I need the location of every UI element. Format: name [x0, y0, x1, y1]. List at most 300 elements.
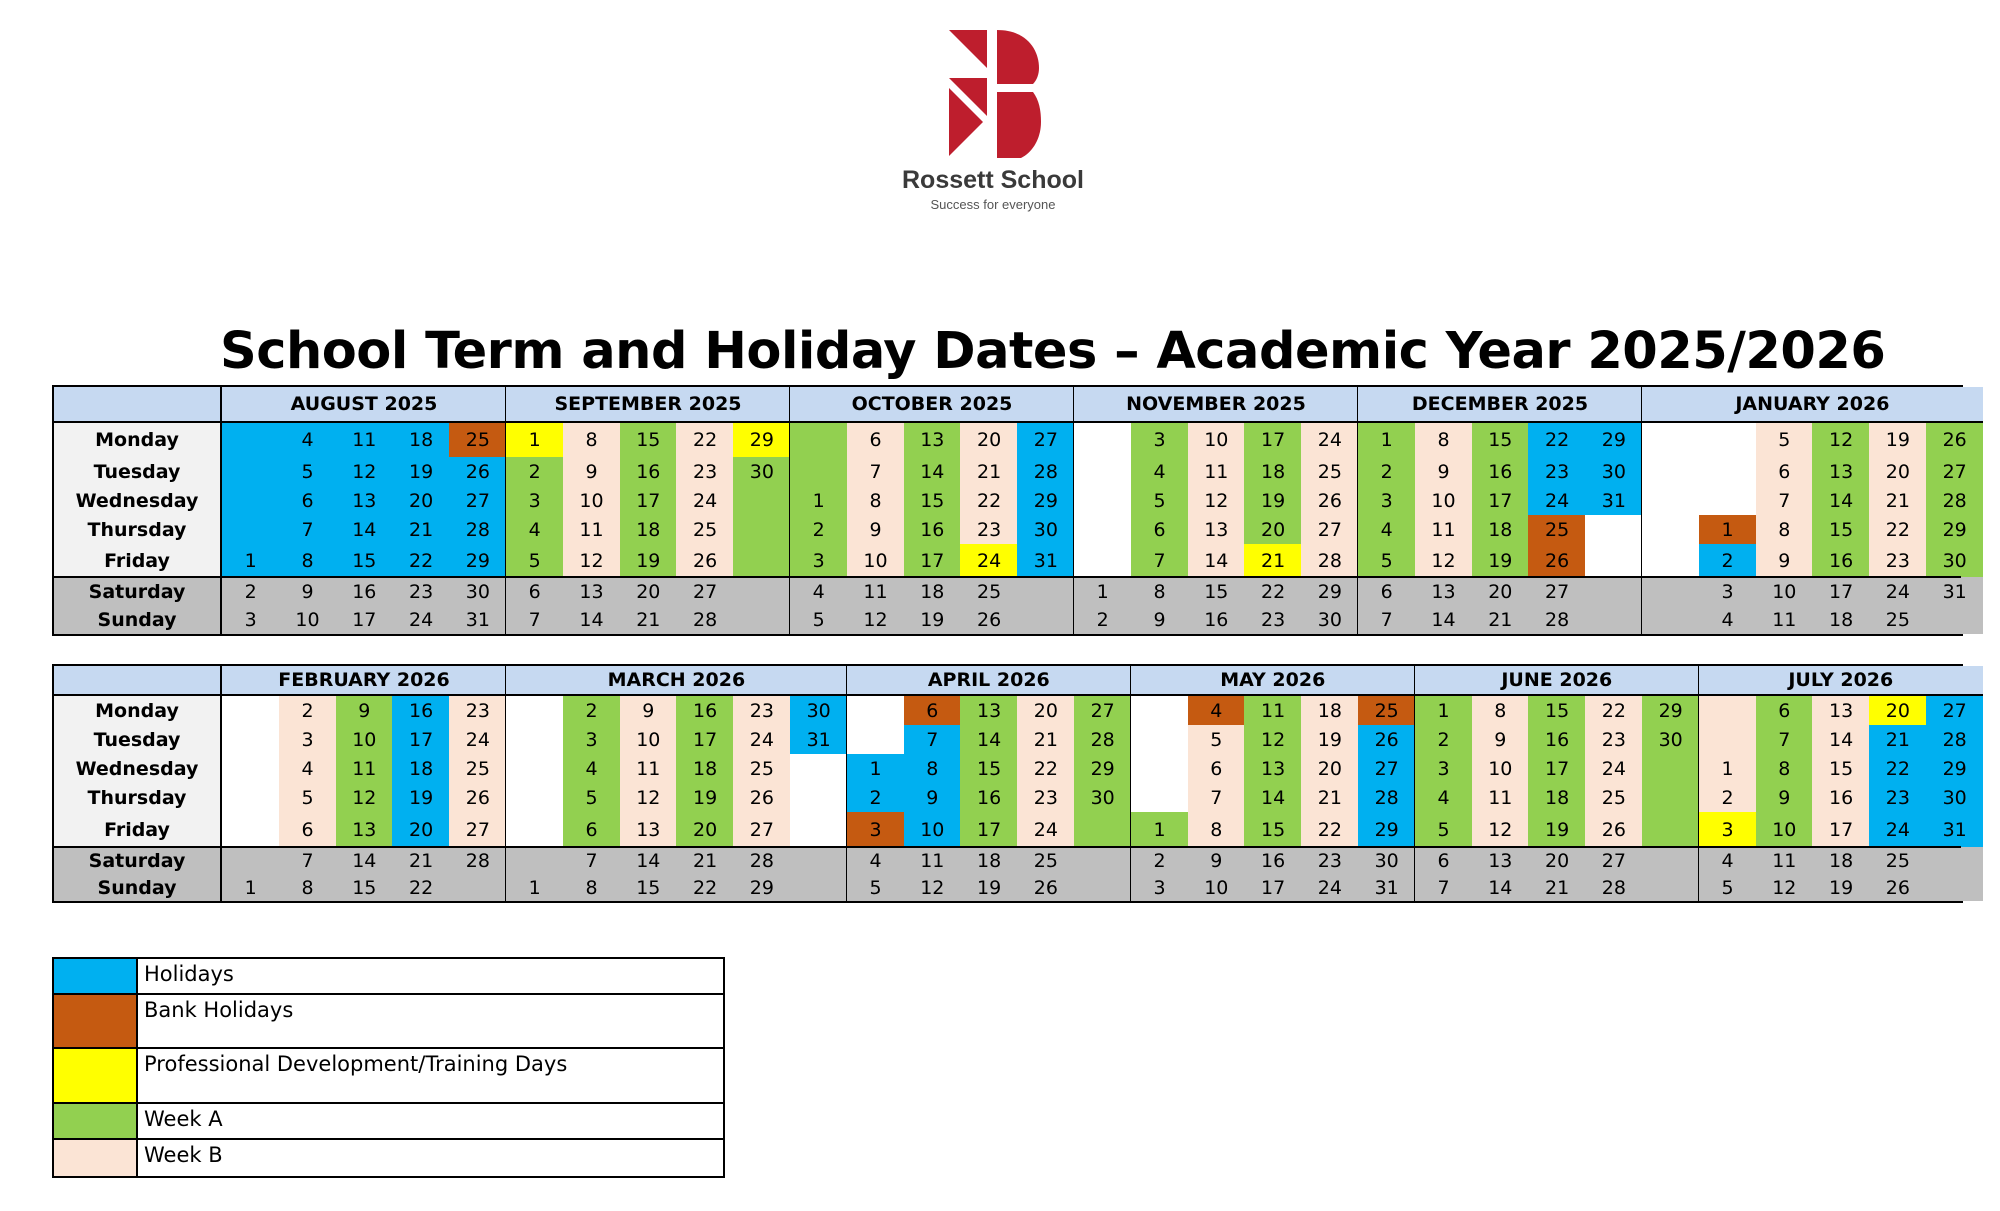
date-cell: 6: [904, 696, 961, 725]
date-cell: 18: [904, 577, 961, 606]
date-cell: 23: [960, 515, 1017, 544]
date-cell: 13: [1812, 696, 1869, 725]
date-cell: 16: [904, 515, 961, 544]
date-cell: 19: [676, 783, 733, 812]
date-cell: 10: [847, 544, 904, 577]
date-cell: 25: [449, 423, 506, 457]
date-cell: 25: [1301, 457, 1358, 486]
date-cell: 7: [847, 457, 904, 486]
date-cell: 6: [847, 423, 904, 457]
date-cell: 17: [676, 725, 733, 754]
day-label-thursday: Thursday: [87, 786, 187, 809]
date-cell: 4: [279, 423, 336, 457]
date-cell: [733, 577, 790, 606]
date-cell: 25: [1017, 847, 1074, 874]
date-cell: 15: [1244, 812, 1301, 847]
date-cell: [222, 812, 279, 847]
date-cell: 24: [1528, 486, 1585, 515]
date-cell: 27: [1301, 515, 1358, 544]
date-cell: 15: [1812, 515, 1869, 544]
date-cell: 8: [904, 754, 961, 783]
date-cell: 1: [222, 544, 279, 577]
date-cell: 1: [847, 754, 904, 783]
date-cell: 28: [1301, 544, 1358, 577]
date-cell: [1585, 577, 1642, 606]
date-cell: 30: [1358, 847, 1415, 874]
date-cell: 15: [336, 544, 393, 577]
date-cell: 19: [620, 544, 677, 577]
date-cell: [506, 847, 563, 874]
date-cell: 21: [1869, 725, 1926, 754]
date-cell: 21: [1244, 544, 1301, 577]
date-cell: 15: [620, 423, 677, 457]
date-cell: 15: [960, 754, 1017, 783]
date-cell: 22: [960, 486, 1017, 515]
date-cell: 15: [1528, 696, 1585, 725]
date-cell: [790, 847, 847, 874]
date-cell: 26: [733, 783, 790, 812]
date-cell: 11: [336, 754, 393, 783]
date-cell: [1585, 606, 1642, 634]
date-cell: 26: [1528, 544, 1585, 577]
date-cell: 2: [1415, 725, 1472, 754]
date-cell: 25: [960, 577, 1017, 606]
date-cell: 9: [904, 783, 961, 812]
date-cell: [1642, 874, 1699, 901]
date-cell: 8: [1756, 515, 1813, 544]
date-cell: 2: [1358, 457, 1415, 486]
date-cell: 19: [1472, 544, 1529, 577]
date-cell: 26: [960, 606, 1017, 634]
date-cell: 21: [392, 847, 449, 874]
date-cell: [1926, 847, 1983, 874]
date-cell: 12: [1812, 423, 1869, 457]
date-cell: 20: [392, 812, 449, 847]
month-header: JULY 2026: [1699, 666, 1983, 696]
date-cell: [733, 544, 790, 577]
date-cell: 5: [506, 544, 563, 577]
date-cell: 6: [1415, 847, 1472, 874]
date-cell: 27: [1358, 754, 1415, 783]
date-cell: 13: [563, 577, 620, 606]
date-cell: [1642, 423, 1699, 457]
date-cell: 6: [1756, 696, 1813, 725]
date-cell: 16: [1188, 606, 1245, 634]
date-cell: 30: [1642, 725, 1699, 754]
date-cell: 15: [1188, 577, 1245, 606]
date-cell: 20: [676, 812, 733, 847]
date-cell: [1642, 544, 1699, 577]
date-cell: 22: [676, 874, 733, 901]
date-cell: 18: [960, 847, 1017, 874]
date-cell: 19: [904, 606, 961, 634]
date-cell: 13: [960, 696, 1017, 725]
date-cell: 22: [1869, 754, 1926, 783]
date-cell: 16: [336, 577, 393, 606]
date-cell: [506, 696, 563, 725]
date-cell: 29: [1358, 812, 1415, 847]
date-cell: 28: [1528, 606, 1585, 634]
date-cell: 11: [1472, 783, 1529, 812]
date-cell: 29: [1074, 754, 1131, 783]
date-cell: 25: [1869, 606, 1926, 634]
date-cell: 6: [1756, 457, 1813, 486]
date-cell: 26: [1926, 423, 1983, 457]
date-cell: 2: [506, 457, 563, 486]
legend-row-training-days: [54, 1049, 723, 1104]
date-cell: 27: [1017, 423, 1074, 457]
date-cell: 5: [1131, 486, 1188, 515]
date-cell: 13: [1415, 577, 1472, 606]
date-cell: 13: [904, 423, 961, 457]
date-cell: 31: [1926, 577, 1983, 606]
date-cell: 13: [336, 486, 393, 515]
date-cell: 14: [336, 847, 393, 874]
date-cell: 9: [1756, 783, 1813, 812]
date-cell: [1074, 423, 1131, 457]
month-header: MARCH 2026: [506, 666, 847, 696]
date-cell: 18: [1528, 783, 1585, 812]
date-cell: [1131, 696, 1188, 725]
date-cell: 2: [279, 696, 336, 725]
date-cell: 6: [279, 486, 336, 515]
date-cell: 5: [790, 606, 847, 634]
date-cell: 19: [1244, 486, 1301, 515]
date-cell: 8: [1188, 812, 1245, 847]
date-cell: 16: [1812, 544, 1869, 577]
date-cell: 26: [1585, 812, 1642, 847]
date-cell: 7: [1756, 725, 1813, 754]
date-cell: 19: [392, 457, 449, 486]
date-cell: [790, 783, 847, 812]
date-cell: [222, 423, 279, 457]
date-cell: 7: [1131, 544, 1188, 577]
date-cell: 22: [1528, 423, 1585, 457]
date-cell: 18: [392, 423, 449, 457]
date-cell: 30: [1017, 515, 1074, 544]
date-cell: 4: [1699, 847, 1756, 874]
date-cell: 22: [392, 544, 449, 577]
date-cell: 14: [904, 457, 961, 486]
date-cell: 31: [1017, 544, 1074, 577]
date-cell: 30: [1926, 544, 1983, 577]
date-cell: 4: [790, 577, 847, 606]
date-cell: 10: [279, 606, 336, 634]
date-cell: 16: [1528, 725, 1585, 754]
date-cell: 7: [279, 515, 336, 544]
date-cell: 5: [847, 874, 904, 901]
date-cell: 20: [960, 423, 1017, 457]
date-cell: 4: [1131, 457, 1188, 486]
date-cell: 23: [676, 457, 733, 486]
month-header: NOVEMBER 2025: [1074, 387, 1358, 423]
date-cell: [1642, 754, 1699, 783]
date-cell: 8: [279, 544, 336, 577]
legend-row-holidays: [54, 959, 723, 995]
month-header: FEBRUARY 2026: [222, 666, 506, 696]
date-cell: 13: [1244, 754, 1301, 783]
date-cell: 7: [1188, 783, 1245, 812]
date-cell: 20: [1017, 696, 1074, 725]
date-cell: 24: [1869, 577, 1926, 606]
date-cell: 17: [336, 606, 393, 634]
day-label-saturday: Saturday: [88, 849, 186, 872]
month-header: OCTOBER 2025: [790, 387, 1074, 423]
date-cell: 31: [1358, 874, 1415, 901]
day-label-friday: Friday: [104, 549, 170, 572]
date-cell: 16: [960, 783, 1017, 812]
date-cell: [847, 725, 904, 754]
date-cell: 6: [279, 812, 336, 847]
date-cell: 12: [1244, 725, 1301, 754]
date-cell: 24: [392, 606, 449, 634]
date-cell: 18: [1472, 515, 1529, 544]
date-cell: [1131, 754, 1188, 783]
date-cell: 31: [1585, 486, 1642, 515]
date-cell: 3: [1358, 486, 1415, 515]
date-cell: 19: [1812, 874, 1869, 901]
date-cell: 15: [336, 874, 393, 901]
date-cell: 24: [449, 725, 506, 754]
date-cell: 7: [1756, 486, 1813, 515]
date-cell: [506, 812, 563, 847]
date-cell: 28: [1074, 725, 1131, 754]
date-cell: 16: [1244, 847, 1301, 874]
school-tagline: Success for everyone: [930, 197, 1056, 212]
date-cell: 11: [1756, 606, 1813, 634]
date-cell: 21: [1869, 486, 1926, 515]
date-cell: 26: [449, 457, 506, 486]
date-cell: 1: [1699, 754, 1756, 783]
date-cell: [1585, 544, 1642, 577]
date-cell: [1642, 812, 1699, 847]
date-cell: 27: [1074, 696, 1131, 725]
rossett-r-logo-icon: [945, 26, 1041, 162]
date-cell: 19: [960, 874, 1017, 901]
date-cell: 29: [1642, 696, 1699, 725]
date-cell: 15: [1812, 754, 1869, 783]
date-cell: 9: [279, 577, 336, 606]
date-cell: 4: [506, 515, 563, 544]
date-cell: [1642, 515, 1699, 544]
legend-swatch: [54, 1049, 138, 1102]
date-cell: 30: [1585, 457, 1642, 486]
date-cell: [1642, 606, 1699, 634]
date-cell: 3: [1131, 874, 1188, 901]
date-cell: 10: [1188, 874, 1245, 901]
date-cell: 27: [1585, 847, 1642, 874]
date-cell: [222, 783, 279, 812]
legend-label: Week B: [144, 1143, 223, 1167]
month-header: AUGUST 2025: [222, 387, 506, 423]
date-cell: 21: [1528, 874, 1585, 901]
date-cell: 1: [222, 874, 279, 901]
date-cell: 16: [676, 696, 733, 725]
date-cell: 10: [1415, 486, 1472, 515]
date-cell: 10: [563, 486, 620, 515]
date-cell: 1: [1699, 515, 1756, 544]
date-cell: 11: [1244, 696, 1301, 725]
day-label-tuesday: Tuesday: [93, 728, 181, 751]
date-cell: 16: [620, 457, 677, 486]
day-label-sunday: Sunday: [97, 609, 177, 631]
date-cell: 8: [279, 874, 336, 901]
date-cell: 30: [733, 457, 790, 486]
date-cell: 14: [960, 725, 1017, 754]
date-cell: 11: [904, 847, 961, 874]
date-cell: 27: [1926, 457, 1983, 486]
date-cell: [1699, 486, 1756, 515]
date-cell: 1: [506, 423, 563, 457]
date-cell: 21: [392, 515, 449, 544]
date-cell: 3: [222, 606, 279, 634]
date-cell: 14: [1812, 486, 1869, 515]
date-cell: 30: [449, 577, 506, 606]
date-cell: 28: [676, 606, 733, 634]
date-cell: 25: [1585, 783, 1642, 812]
date-cell: 17: [1812, 812, 1869, 847]
date-cell: 25: [1528, 515, 1585, 544]
calendar-block-aug-jan: [52, 385, 1967, 636]
date-cell: 15: [1472, 423, 1529, 457]
day-label-wednesday: Wednesday: [75, 489, 199, 512]
date-cell: [790, 457, 847, 486]
date-cell: 10: [904, 812, 961, 847]
date-cell: 13: [1188, 515, 1245, 544]
date-cell: 4: [847, 847, 904, 874]
date-cell: [222, 725, 279, 754]
date-cell: 4: [563, 754, 620, 783]
date-cell: 3: [790, 544, 847, 577]
date-cell: 21: [676, 847, 733, 874]
date-cell: 28: [1585, 874, 1642, 901]
date-cell: 9: [1188, 847, 1245, 874]
date-cell: 9: [563, 457, 620, 486]
legend-swatch: [54, 995, 138, 1047]
date-cell: 20: [620, 577, 677, 606]
date-cell: 28: [449, 847, 506, 874]
date-cell: 12: [563, 544, 620, 577]
date-cell: 2: [1131, 847, 1188, 874]
date-cell: [222, 847, 279, 874]
date-cell: 2: [222, 577, 279, 606]
date-cell: 28: [1017, 457, 1074, 486]
date-cell: 1: [1415, 696, 1472, 725]
date-cell: [790, 754, 847, 783]
date-cell: 8: [1415, 423, 1472, 457]
date-cell: [506, 783, 563, 812]
date-cell: 21: [1017, 725, 1074, 754]
date-cell: 14: [1188, 544, 1245, 577]
date-cell: 29: [733, 423, 790, 457]
date-cell: 29: [1926, 754, 1983, 783]
date-cell: [449, 874, 506, 901]
date-cell: 21: [1472, 606, 1529, 634]
date-cell: 23: [1301, 847, 1358, 874]
date-cell: 4: [279, 754, 336, 783]
date-cell: 1: [1074, 577, 1131, 606]
date-cell: 4: [1188, 696, 1245, 725]
date-cell: 17: [1528, 754, 1585, 783]
date-cell: 7: [904, 725, 961, 754]
date-cell: [222, 754, 279, 783]
page-title: School Term and Holiday Dates – Academic Year 2025/2026: [220, 322, 1886, 381]
date-cell: 18: [1812, 847, 1869, 874]
day-label-wednesday: Wednesday: [75, 757, 199, 780]
date-cell: 3: [506, 486, 563, 515]
date-cell: 4: [1415, 783, 1472, 812]
date-cell: [1074, 847, 1131, 874]
date-cell: 10: [1756, 577, 1813, 606]
day-label-monday: Monday: [95, 699, 179, 722]
legend-swatch: [54, 959, 138, 993]
date-cell: 23: [733, 696, 790, 725]
date-cell: 18: [392, 754, 449, 783]
date-cell: 30: [1301, 606, 1358, 634]
date-cell: 14: [1244, 783, 1301, 812]
date-cell: [790, 423, 847, 457]
date-cell: 8: [847, 486, 904, 515]
date-cell: 2: [790, 515, 847, 544]
day-label-thursday: Thursday: [87, 518, 187, 541]
date-cell: 12: [336, 783, 393, 812]
date-cell: 9: [620, 696, 677, 725]
date-cell: 6: [1188, 754, 1245, 783]
date-cell: [1642, 577, 1699, 606]
date-cell: 30: [1074, 783, 1131, 812]
date-cell: 14: [1472, 874, 1529, 901]
label-divider: [220, 387, 222, 634]
date-cell: 3: [1415, 754, 1472, 783]
date-cell: [506, 725, 563, 754]
date-cell: 8: [1756, 754, 1813, 783]
month-header-corner: [54, 387, 222, 423]
weekend-divider: [54, 576, 1961, 578]
date-cell: 27: [1926, 696, 1983, 725]
date-cell: 14: [563, 606, 620, 634]
date-cell: 26: [1301, 486, 1358, 515]
date-cell: 10: [1756, 812, 1813, 847]
date-cell: 20: [1472, 577, 1529, 606]
month-header: JANUARY 2026: [1642, 387, 1983, 423]
date-cell: 29: [1301, 577, 1358, 606]
date-cell: [790, 874, 847, 901]
date-cell: 5: [1756, 423, 1813, 457]
date-cell: 5: [1415, 812, 1472, 847]
date-cell: 8: [1472, 696, 1529, 725]
date-cell: 11: [336, 423, 393, 457]
date-cell: 23: [392, 577, 449, 606]
weekend-divider: [54, 846, 1961, 848]
date-cell: 18: [1301, 696, 1358, 725]
date-cell: 29: [1017, 486, 1074, 515]
date-cell: 15: [620, 874, 677, 901]
date-cell: 23: [1244, 606, 1301, 634]
date-cell: 12: [1472, 812, 1529, 847]
date-cell: [1926, 874, 1983, 901]
date-cell: 22: [1244, 577, 1301, 606]
date-cell: [222, 515, 279, 544]
date-cell: [506, 754, 563, 783]
calendar-block-feb-jul: [52, 664, 1967, 903]
date-cell: 17: [904, 544, 961, 577]
date-cell: 12: [1188, 486, 1245, 515]
date-cell: 27: [449, 486, 506, 515]
date-cell: 19: [392, 783, 449, 812]
school-logo: [893, 26, 1093, 236]
date-cell: 27: [449, 812, 506, 847]
date-cell: 14: [1415, 606, 1472, 634]
